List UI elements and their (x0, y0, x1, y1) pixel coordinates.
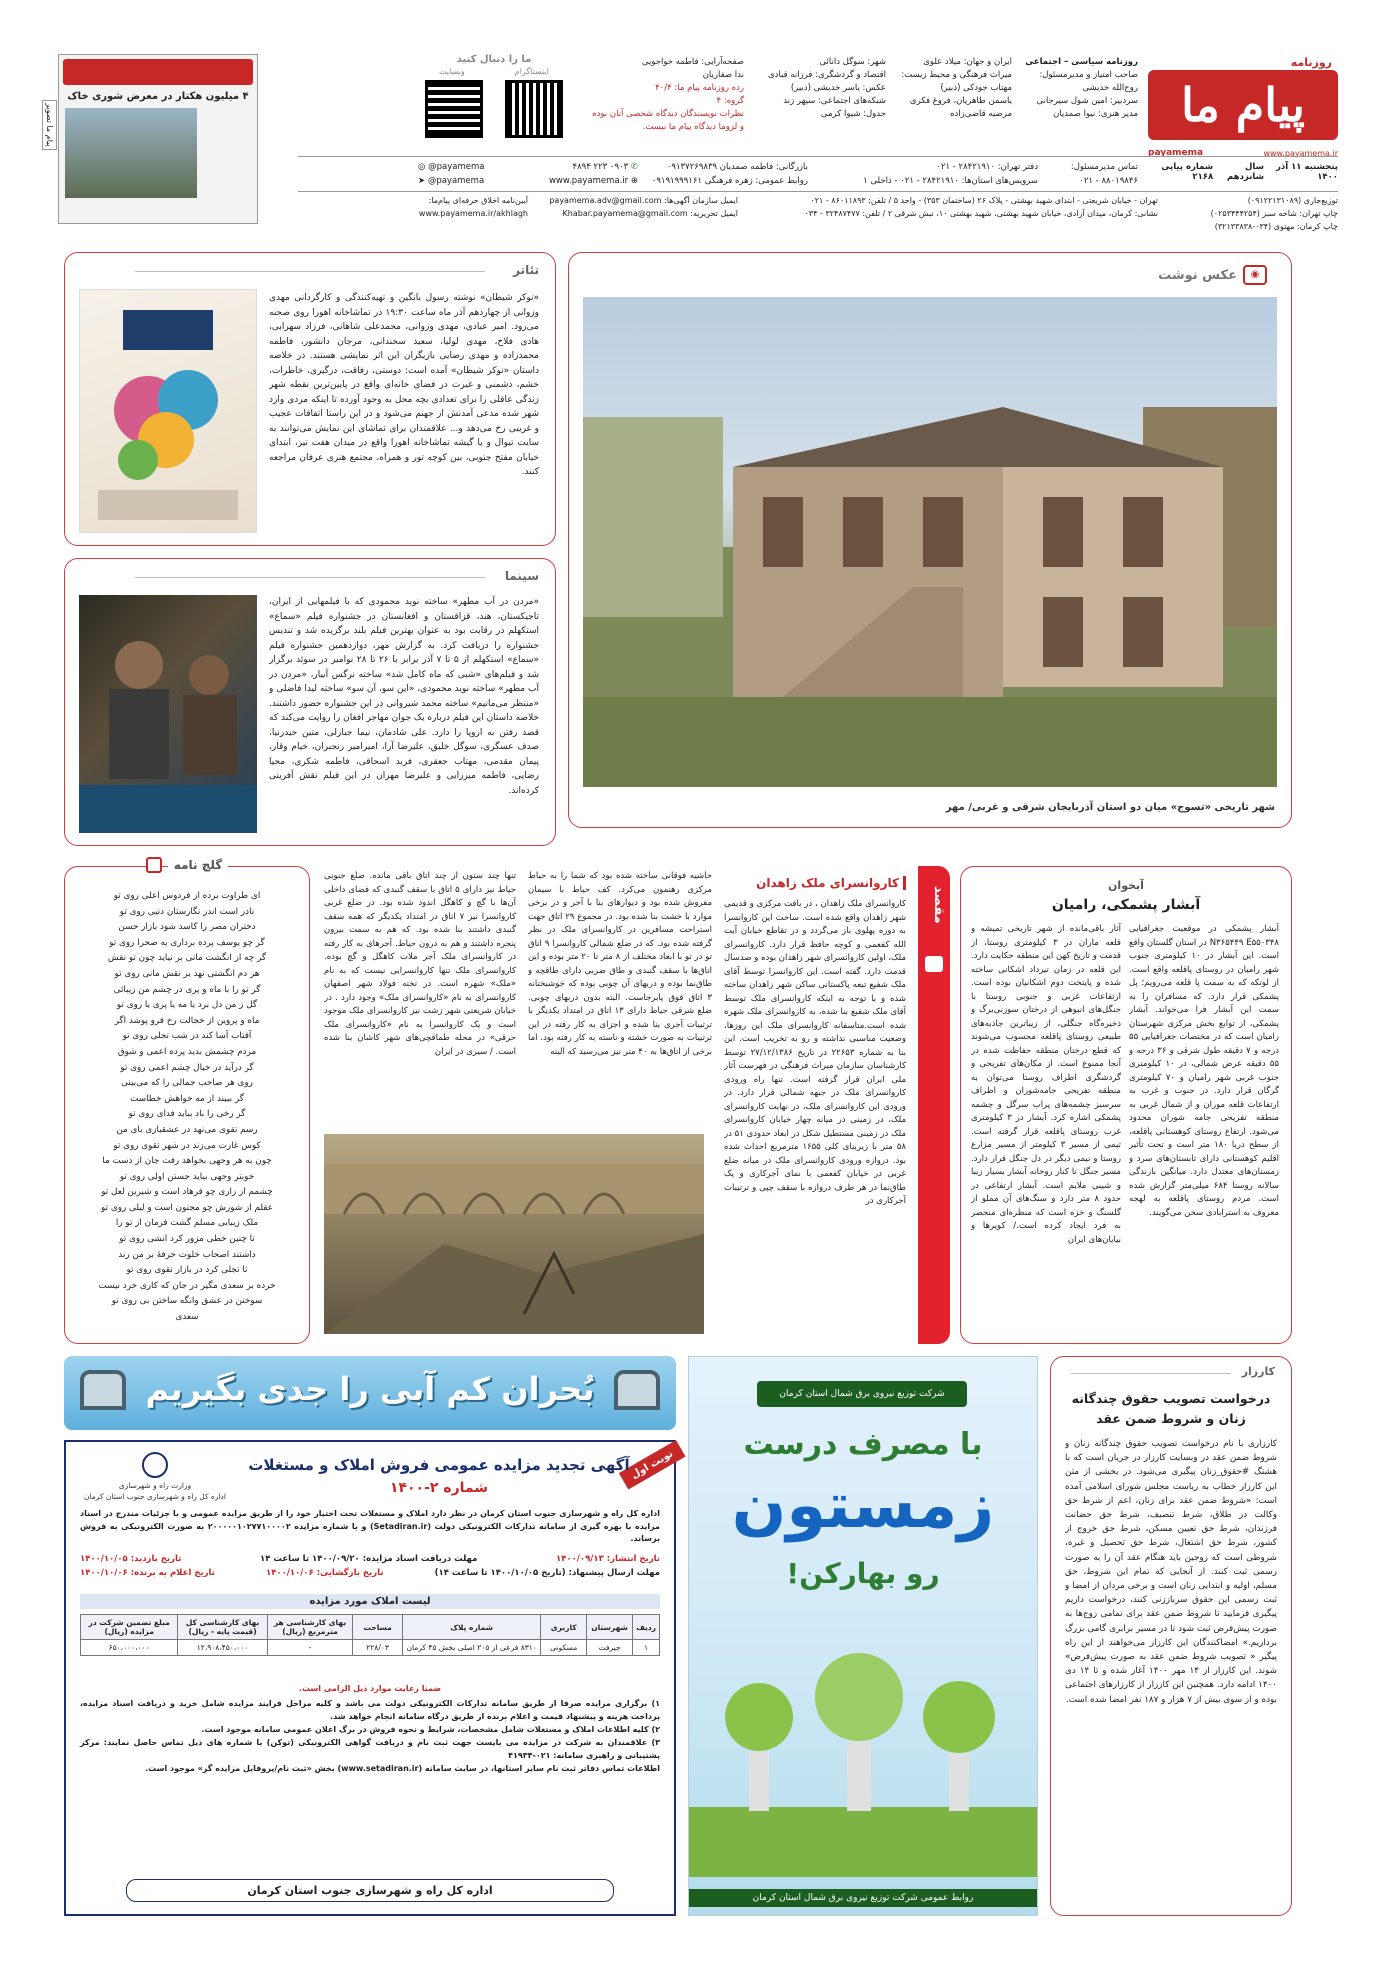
table-header: شماره پلاک (402, 1615, 540, 1640)
telegram-icon: ➤ (418, 176, 426, 186)
theater-body: «نوکر شیطان» نوشته رسول بانگین و تهیه‌کنندگی و کارگردانی مهدی وزوانی از چهاردهم آذر ماه ساعت ۱۹:۳۰ در تماشاخانه اهورا روی صحنه می‌رود. امیر عبادی، مهدی وزوانی، محمدعلی شاهانی، فرزاد سهرابی، هادی فلاح، مهدی لولیا، سعید سخندانی، مرجان دانشور، فاطمه محمدزاده و مهدی رضایی بازیگران این اثر نمایشی هستند. در خلاصه داستان «نوکر شیطان» آمده است: دوستی، رفاقت، درگیری، خاطرات، خشم، دشمنی و غیرت در فضای خانه‌ای واقع در پایین‌ترین نقطه شهر زندگی عاقلی را برای تعدادی بچه محل به وجود آورده تا اینکه مردی وارد شهر شده مدعی آمدنش از جهنم می‌شود و در این راستا اتفاقات عجیب و غریبی رخ می‌دهد و... علاقمندان برای تماشای این نمایش می‌توانند به سایت تیوال و یا گیشه تماشاخانه اهورا واقع در میدان هفت تیر، ابتدای خیابان مفتح جنوبی، بین کوچه تور و همراه، مجتمع هنری عرفان مراجعه کنند. (269, 293, 539, 477)
staff-line: شهر: سوگل دانائی (819, 57, 886, 67)
address-tehran: تهران - خیابان شریعتی - ابتدای شهید بهشتی - پلاک ۲۶ (ساختمان ۳۵۳) - واحد ۵ / تلفن: ۸۶۰۱۱۸۹۳ - ۰۲۱ (810, 196, 1158, 205)
address-kerman: نشانی: کرمان، میدان آزادی، خیابان شهید بهشتی، شهید بهشتی ۱۰، نبش شرقی ۲ / تلفن: ۳۲۴۸۷۴۷۷ - ۰۳۴ (804, 209, 1158, 218)
auction-org-emblem (80, 1452, 230, 1502)
contact-manager-phone: ۸۸۰۱۹۸۴۶ - ۰۲۱ (1079, 176, 1138, 186)
poem-line: آفتاب آسا کند در شب تجلی روی تو (122, 1031, 252, 1042)
destination-label: مقصد (931, 886, 946, 924)
table-cell: جیرفت (587, 1640, 633, 1656)
destination-tab (918, 866, 950, 1344)
table-cell: ۸۳۱۰ فرعی از ۲۰۵ اصلی بخش ۴۵ کرمان (402, 1640, 540, 1656)
staff-line: جدول: شیوا کرمی (820, 109, 886, 119)
office-services: سرویس‌های استان‌ها: ۲۸۴۲۱۹۱۰ - ۰۲۱ - داخلی ۱ (863, 176, 1038, 186)
logo-label: روزنامه (1290, 56, 1332, 69)
theater-label: تئاتر (513, 263, 539, 277)
follow-label: ما را دنبال کنید (456, 54, 532, 65)
newspaper-logo[interactable] (1148, 70, 1338, 140)
thumb-headline: ۴ میلیون هکتار در معرض شوری خاک (67, 91, 249, 102)
contact-manager-label: تماس مدیرمسئول: (1070, 162, 1138, 172)
poem-line: گر تو را با ماه و پری در چشم من زیبائی (113, 984, 261, 995)
table-row (81, 1640, 660, 1656)
poem-line: داشتند اصحاب خلوت حرفهٔ بر من رند (118, 1249, 256, 1260)
thumb-photo (65, 108, 197, 198)
staff-line: نظرات نویسندگان دیدگاه شخصی آنان بوده (592, 109, 744, 119)
email-editor[interactable]: ایمیل تحریریه: Khabar.payamema@gmail.com (562, 209, 738, 218)
labor-label: کارزار (1241, 1365, 1275, 1378)
destination-title (756, 876, 906, 890)
qr-code-icon[interactable] (425, 80, 483, 138)
table-header-row (81, 1615, 660, 1640)
photo-caption: شهر تاریخی «تسوج» میان دو استان آذربایجان شرقی و غربی/ مهر (945, 802, 1275, 813)
pr-manager-phone: ۰۹۱۹۱۹۹۹۱۶۱ (651, 176, 702, 186)
photo-tasuj[interactable] (583, 297, 1277, 787)
table-cell: ۲۲۸/۰۳ (353, 1640, 403, 1656)
staff-line: رده روزنامه پیام ما: ۴۰/۴ (655, 83, 744, 93)
labor-title: درخواست تصویب حقوق چندگانه زنان و شروط ضمن عقد (1071, 1391, 1271, 1426)
poem-line: کوس غارت می‌زند در شهر تقوی روی تو (113, 1140, 261, 1151)
staff-col-4 (584, 56, 744, 134)
table-cell: ۶۵۰،۰۰۰،۰۰۰ (81, 1640, 178, 1656)
staff-line: صاحب امتیاز و مدیرمسئول: (1039, 70, 1138, 80)
poem-line: چشمم از زاری چو فرهاد است و شیرین لعل تو (101, 1187, 273, 1198)
power-footer: روابط عمومی شرکت توزیع نیروی برق شمال استان کرمان (689, 1889, 1037, 1907)
website-link[interactable]: www.payamema.ir (548, 176, 629, 186)
poem-line: خرده بر سعدی مگیر در جان که کاری خرد نیست (98, 1280, 276, 1291)
auction-notes (80, 1682, 660, 1775)
poem-line: ماه و پروین از خجالت رخ فرو پوشد اگر (114, 1015, 260, 1026)
staff-line: سردبیر: امین شول سیرجانی (1036, 96, 1138, 106)
auction-note: ۱) برگزاری مزایده صرفا از طریق سامانه تدارکات الکترونیکی دولت می باشد و کلیه مراحل فرایند مزایده شامل خرید و دریافت اسناد مزایده، پرداخت هزینه و پیشنهاد قیمت و اعلام برنده از طریق درگاه سامانه انجام خواهد شد. (80, 1699, 660, 1721)
poem-label: گلچ نامه (168, 858, 228, 872)
auction-note-title: ضمنا رعایت موارد ذیل الزامی است. (298, 1684, 442, 1693)
staff-col-2 (894, 56, 1012, 121)
destination-col-1: کاروانسرای ملک زاهدان ، در بافت مرکزی و قدیمی شهر زاهدان واقع شده است. ساخت این کاروانسرا به دوره پهلوی باز می‌گردد و در تقاطع خیابان آیت الله کفعمی و کوچه حافظ قرار دارد. کاروانسرای ملک، اولین کاروانسرای شهر زاهدان بوده و صدسال قدمت دارد. گفته است. این کاروانسرا توسط آقای ملک شفیع تبعه پاکستانی ساکن شهر زاهدان ساخته شده و با توجه به اینکه کاروانسرای ملک توسط آقای ملک شفیع بنا شده، به کاروانسرای ملک شهره شده است.متاسفانه کاروانسرای ملک این روزها، وضعیت مناسبی نداشته و رو به تخریب است. این بنا به شماره ۲۲۶۵۳ در تاریخ ۲۷/۱۲/۱۳۸۶ توسط کارشناسان سازمان میراث فرهنگی در فهرست آثار ملی ایران قرار گرفته است. تنها راه ورودی کاروانسرای ملک در جبهه شمالی قرار دارد. در ورودی این کاروانسرای ملک، در نهایت کاروانسرای ملک، در زمینی در میانه چهار خیابان کاروانسرای ملک در زمینی مستطیل شکل در ابعاد حدودی ۵۱ در ۵۸ متر با زیربنای کلی ۱۶۵۵ مترمربع احداث شده بود. دروازه ورودی کاروانسرای ملک در میانه ضلع غربی در خیابان کفعمی با نمای آجرکاری و یک طاق‌نما در هر طرف دروازه با سقف چپی و ترتیبات آجرکاری در (724, 899, 906, 1206)
qr-code-icon[interactable] (505, 80, 563, 138)
poem-body (77, 889, 297, 1326)
poem-line: هر دم انگشتی نهد بر نقش مانی روی تو (114, 968, 260, 979)
print-line: توزیع‌جاری (۰۹۱۲۲۱۳۱۰۸۹) (1247, 196, 1338, 205)
poem-line: نادر است اندر نگارستان دنیی روی تو (119, 906, 255, 917)
travel-kicker: آبخوان (1108, 879, 1144, 892)
poem-line: گر ببیند از مه خواهش خطاست (130, 1093, 244, 1104)
staff-line: مهتاب جودکی (دبیر) (940, 83, 1012, 93)
issue-date: پنجشنبه ۱۱ آذر ۱۴۰۰ (1275, 162, 1338, 182)
table-header: کاربری (541, 1615, 587, 1640)
logo-roman: payamema (1148, 148, 1204, 158)
issue-number: شماره پیاپی ۲۱۶۸ (1161, 162, 1214, 182)
house-illustration (583, 297, 1277, 787)
table-header: شهرستان (587, 1615, 633, 1640)
pr-manager: روابط عمومی: زهره فرهنگی (704, 176, 808, 186)
staff-line: مدیر هنری: نیوا صمدیان (1053, 109, 1138, 119)
date-announce: تاریخ اعلام به برنده: ۱۴۰۰/۱۰/۰۶ (80, 1568, 215, 1578)
ethics-label: آیین‌نامه اخلاق حرفه‌ای پیام‌ما: (428, 196, 528, 205)
destination-section (318, 866, 912, 1344)
theater-poster[interactable] (79, 289, 257, 533)
whatsapp-number[interactable]: ۰۹۰۳ ۲۲۳ ۴۸۹۴ (572, 162, 629, 172)
power-line1: با مصرف درست (743, 1427, 983, 1462)
emblem-icon (142, 1452, 168, 1478)
staff-col-3 (754, 56, 886, 121)
poem-line: عقلم از شورش چو مجنون است و لیلی روی تو (101, 1202, 273, 1213)
poem-line: روی هر صاحب جمالی را که می‌بینی (121, 1078, 253, 1089)
poem-line: دختران مصر را کاسد شود بازار حسن (118, 922, 256, 933)
plant-bulbs-illustration (689, 1617, 1038, 1877)
office-tehran: دفتر تهران: ۲۸۴۲۱۹۱۰ - ۰۲۱ (936, 162, 1038, 172)
auction-dates (80, 1552, 660, 1580)
ethics-url[interactable]: www.payamema.ir/akhlagh (418, 209, 528, 218)
staff-line: و لزوما دیدگاه پیام ما نیست. (642, 122, 744, 132)
date-publish: تاریخ انتشار: ۱۴۰۰/۰۹/۱۳ (556, 1554, 660, 1564)
suitcase-icon (925, 956, 943, 972)
staff-line: شبکه‌های اجتماعی: سپهر زند (783, 96, 886, 106)
staff-line: عکس: یاسر خدیشی (دبیر) (790, 83, 886, 93)
auction-table (80, 1614, 660, 1656)
travel-title: آبشار پشمکی، رامیان (1051, 897, 1201, 913)
poem-line: گر رخی را باد بباید فدای روی تو (128, 1109, 246, 1120)
table-header: بهای کارشناسی کل (قیمت پایه - ریال) (178, 1615, 268, 1640)
instagram-handle[interactable]: @payamema (428, 162, 485, 172)
film-still-art (79, 595, 257, 833)
instagram-icon: ◎ (418, 162, 426, 172)
poem-line: مردم چشمش بدید پرده اعمی و شوق (117, 1046, 257, 1057)
staff-line: یاسمن طاهریان، فروغ فکری (909, 96, 1012, 106)
auction-org-line1: وزارت راه و شهرسازی (118, 1481, 192, 1490)
travel-section (960, 866, 1292, 1344)
staff-line: روح‌الله خدیشی (1082, 83, 1138, 93)
auction-footer: اداره کل راه و شهرسازی جنوب استان کرمان (126, 1879, 614, 1902)
photo-section (568, 252, 1292, 828)
poem-header (65, 857, 309, 873)
globe-icon: ⊕ (630, 176, 638, 186)
cinema-still[interactable] (79, 595, 257, 833)
photo-section-label (1158, 265, 1267, 285)
masthead (40, 40, 1338, 230)
date-docs: مهلت دریافت اسناد مزایده: ۱۴۰۰/۰۹/۲۰ تا ساعت ۱۴ (260, 1554, 478, 1564)
date-visit: تاریخ بازدید: ۱۴۰۰/۱۰/۰۵ (80, 1554, 182, 1564)
print-line: چاپ کرمان: مهتوی (۰۳۴-۳۲۱۳۳۸۳۸) (1214, 222, 1338, 231)
poem-line: چون به هر وجهی بخواهد رفت جان از دست ما (102, 1156, 272, 1167)
destination-title-text: کاروانسرای ملک زاهدان (756, 876, 899, 890)
telegram-handle[interactable]: @payamema (427, 176, 485, 186)
auction-ad[interactable] (64, 1440, 676, 1916)
staff-line: ایران و جهان: میلاد علوی (923, 57, 1012, 67)
cinema-section (64, 558, 556, 846)
logo-url[interactable]: www.payamema.ir (1263, 148, 1338, 158)
poem-line: تا تجلی کرد در بازار تقوی روی تو (126, 1265, 248, 1276)
auction-table-title: لیست املاک مورد مزایده (80, 1594, 660, 1609)
follow-block (414, 54, 574, 154)
cinema-body: «مردن در آب مطهر» ساخته نوید محمودی که با فیلمهایی از ایران، تاجیکستان، هند، قزاقستان و افغانستان در جشنواره فیلم «سماع» استکهلم در رقابت بود به عنوان بهترین فیلم بلند برگزیده شد و تندیس جشنواره را دریافت کرد. به گزارش مهر، دوازدهمین جشنواره فیلم «سماع» استکهلم از ۵ تا ۷ آذر برابر با ۲۶ تا ۲۸ نوامبر در سوئد برگزار شد و فیلم‌های «شبی که ماه کامل شد» ساخته نرگس آبیار، «مردن در آب مطهر» ساخته نوید محمودی، «این سو، آن سو» ساخته لیدا فاضلی و «منتظر می‌مانیم» ساخته محمد شیروانی در این جشنواره حضور داشتند. خلاصه داستان این فیلم درباره یک جوان مهاجر افغان را روایت می‌کند که قصد رفتن به اروپا را دارد. علی شادمان، نیما جبارلی، متین حیدرنیا، صدف عسگری، سوگل خلیق، علیرضا آرا، امیرامیر رنجبران، خیام وقار، پیمان مقدمی، مهتاب جعفری، فرید اسحاقی، فاطمه شکری، محیا رضایی، فاطمه میرزایی و علیرضا مهران در این فیلم نقش آفرینی کرده‌اند. (269, 597, 539, 796)
contact-row-1 (298, 156, 1338, 192)
date-offer: مهلت ارسال پیشنهاد: (تاریخ ۱۴۰۰/۱۰/۰۵ تا ساعت ۱۴) (434, 1568, 660, 1578)
table-header: مبلغ تضمین شرکت در مزایده (ریال) (81, 1615, 178, 1640)
staff-line: گروه: ۴ (716, 96, 744, 106)
ad-manager: بازرگانی: فاطمه صمدیان (719, 162, 808, 172)
table-header: ردیف (633, 1615, 660, 1640)
poem-line: گر چو یوسف پرده برداری به صحرا روی تو (109, 937, 265, 948)
email-ads[interactable]: ایمیل سازمان آگهی‌ها: payamema.adv@gmail.com (549, 196, 738, 205)
logo-text: پیام ما (1181, 78, 1305, 132)
poem-line: گر درآید در خیال چشم اعمی روی تو (120, 1062, 254, 1073)
table-cell: ۱ (633, 1640, 660, 1656)
poem-section (64, 858, 310, 1344)
poem-line: ای طراوت برده از فردوس اعلی روی تو (113, 891, 261, 901)
date-open: تاریخ بازگشایی: ۱۴۰۰/۱۰/۰۶ (266, 1568, 384, 1578)
cinema-label: سینما (504, 569, 539, 583)
staff-line: اقتصاد و گردشگری: فرزانه قبادی (768, 70, 886, 80)
poem-line: سوختن در عشق وانگه ساختن بی روی تو (111, 1296, 263, 1307)
auction-title: آگهی تجدید مزایده عمومی فروش املاک و مستغلات (248, 1456, 630, 1474)
poem-line: ملک زیبایی مسلم گشت فرمان از تو را (115, 1218, 259, 1229)
staff-line: مرضیه قاضی‌زاده (950, 109, 1012, 119)
labor-section (1050, 1356, 1292, 1916)
staff-line: ندا صفاریان (702, 70, 744, 80)
ad-manager-phone: ۰۹۱۳۷۲۶۹۸۳۹ (666, 162, 718, 172)
issue-year: سال شانزدهم (1227, 162, 1264, 182)
book-icon (146, 857, 162, 873)
table-cell: - (267, 1640, 352, 1656)
poem-line: سعدی (175, 1312, 199, 1323)
staff-line: روزنامه سیاسی – اجتماعی (1025, 57, 1138, 67)
table-header: مساحت (353, 1615, 403, 1640)
follow-site-label: وبسایت (439, 67, 465, 76)
table-header: بهای کارشناسی هر مترمربع (ریال) (267, 1615, 352, 1640)
poem-line: رسم تقوی می‌نهد در عشقبازی بای من (116, 1124, 258, 1135)
travel-body-right: آبشار پشمکی در موقعیت جغرافیایی N۳۶۵۴۴۹ E۵۵۰۳۴۸ در استان گلستان واقع است. این آبشار در ۱۰ کیلومتری جنوب شهر رامیان در روستای پاقلعه واقع است. از لوتکه که به سمت پا قلعه می‌رویم؛ پل پشمکی قرار دارد. که مسافران را به سمت این آبشار فرا می‌خواند. آبشار پشمکی، از توابع بخش مرکزی شهرستان رامیان است که در مختصات جغرافیایی ۵۵ درجه و ۷ دقیقه طول شرقی و ۳۶ درجه و ۵۵ دقیقه عرض شمالی، در ۱۰ کیلومتری جنوب غربی شهر رامیان و ۷۰ کیلومتری گرگان قرار دارد. در جنوب و غرب به ارتفاعات قلعه موران و از شمال غربی به منطقه تفریحی جامه شوران محدود می‌شود. ارتفاع روستای کوهستانی پاقلعه، از سطح دریا ۱۸۰ متر است و تحت تأثیر اقلیم کوهستانی دارای تابستان‌های سرد و زمستان‌های معتدل دارد. میانگین بارندگی سالانه روستا ۶۸۴ میلی‌متر گزارش شده است. مردم روستای پاقلعه به لهجه معروف به استرابادی سخن می‌گویند. (1129, 924, 1279, 1218)
travel-body-left: آثار باقی‌مانده از شهر تاریخی تمیشه و قلعه ماران در ۳ کیلومتری روستا، از قدمت و تاریخ کهن این منطقه حکایت دارد. این قلعه در زمان تیرداد اشکانی ساخته شده و پایتخت دوم اشکانیان بوده است. ارتفاعات غربی و جنوبی روستا با جنگل‌های انبوهی از درختان سوزنی‌برگ و ذخیره‌گاه جنگلی، از زیباترین جاذبه‌های طبیعی روستای پاقلعه محسوب می‌شوند که قطع درختان منطقه حفاظت شده در آنجا ممنوع است. از مکان‌های تفریحی و گردشگری اطراف روستا می‌توان به منطقه تفریحی جامه‌شوران و اطراف سرسبز چشمه‌های پراب سرگل و چشمه پشمکی اشاره کرد. آبشار در ۳ کیلومتری غرب روستای پاقلعه قرار گرفته است. تیمی از مسیر ۳ کیلومتر از مسیر مزارع روستا و نیمی دیگر در دل جنگل قرار دارد. مسیر جنگل تا کنار روخانه آبشار بسیار زیبا و شیبی ملایم است. آبشار ارتفاعی در حدود ۸ متر دارد و سنگ‌های آن مملو از گلسنگ و خزه است که منظره‌ای منحصر به فرد ایجاد کرده است./ کویرها و بیابان‌های ایران (971, 924, 1121, 1245)
table-cell: ۱۲،۹۰۸،۴۵۰،۰۰۰ (178, 1640, 268, 1656)
staff-line: صفحه‌آرایی: فاطمه خواجویی (641, 57, 744, 67)
auction-org-line2: اداره کل راه و شهرسازی جنوب استان کرمان (84, 1492, 226, 1501)
power-ad[interactable] (688, 1356, 1038, 1916)
water-banner-text: بُحران کم آبی را جدی بگیریم (145, 1370, 595, 1408)
section-title: عکس نوشت (1158, 267, 1237, 283)
auction-intro: اداره کل راه و شهرسازی جنوب استان کرمان در نظر دارد املاک و مستغلات تحت اختیار خود را از طریق مزایده عمومی و با جزئیات مندرج در اسناد مزایده با بهره گیری از سامانه تدارکات الکترونیکی دولت (Setadiran.ir) و با شماره مزایده ۲۰۰۰۰۰۱۰۲۷۷۱۰۰۰۰۲ به صورت الکترونیکی به فروش برساند. (80, 1509, 660, 1543)
thumb-side-label: پیام ما تصویر (42, 100, 57, 150)
ruins-art (324, 1134, 704, 1334)
table-cell: مسکونی (541, 1640, 587, 1656)
power-company: شرکت توزیع نیروی برق شمال استان کرمان (779, 1389, 945, 1399)
auction-badge: نوبت اول (619, 1440, 686, 1490)
poem-line: گر چه از انگشت مانی بر نیاید چون تو نقش (107, 953, 267, 964)
labor-body: کارزاری با نام درخواست تصویب حقوق چندگانه زنان و شروط ضمن عقد در وبسایت کارزار در جریان است که با هشتگ #حقوق_زنان پیگیری می‌شود. در بخشی از متن این کارزار خطاب به ریاست مجلس شورای اسلامی آمده است: «شروط ضمن عقد برای زنان، اعم از شرط حق وکالت در طلاق، شرط تنصیف، شرط حق حضانت فرزندان، شرط حق تعیین مسکن، شرط حق خروج از کشور، شرط حق اشتغال، شرط حق تحصیل و غیره، شروطی است که زوجین باید هنگام عقد آن را به صورت رسمی ثبت کنند. از آنجایی که تمام این شروط، حق مسلم، اولیه و ابتدایی زنان است و برخی مردان از امضا و ثبت رسمی این حقوق سرباززنی کنند، درخواست داریم پیگیری فرمایید تا شروط ضمن عقد برای تمامی زوج‌ها به صورت پیش‌فرض ثبت شود تا در مسیر برابری گامی بزرگ برداریم.» امضاکنندگان این کارزار می‌خواهند از این راه پیگیر « تصویب شروط ضمن عقد به صورت پیش‌فرض» شوند. این کارزار از ۱۴ مهر ۱۴۰۰ آغاز شده و تا ۱۴ دی ۱۴۰۰ ادامه دارد. همچنین این کارزار از کارزارهای اجتماعی بوده و از سوی بیش از ۷ هزار و ۱۸۷ نفر امضا شده است. (1065, 1439, 1277, 1705)
theater-section (64, 252, 556, 546)
print-line: چاپ تهران: شاخه سبز (۰۲۵۳۴۴۴۲۵۴) (1210, 209, 1338, 218)
contact-row-2 (260, 194, 1338, 231)
poster-art (79, 290, 256, 533)
auction-note: ۳) علاقمندان به شرکت در مزایده می بایست جهت ثبت نام و دریافت گواهی الکترونیکی (توکن) با شماره های ذیل تماس حاصل نمایند: مرکز پشتیبانی و راهبری سامانه: ۰۲۱-۴۱۹۳۴ (80, 1738, 660, 1760)
front-page-thumb[interactable] (58, 54, 258, 224)
power-line3: رو بهارکن! (786, 1557, 940, 1590)
caravanserai-photo[interactable] (324, 1134, 704, 1334)
power-company-badge (757, 1381, 967, 1407)
staff-col-1 (1020, 56, 1138, 121)
whatsapp-icon: ✆ (630, 162, 638, 172)
follow-instagram-label: اینستاگرام (514, 67, 549, 76)
camera-icon: ◉ (1243, 265, 1267, 285)
auction-note: ۲) کلیه اطلاعات املاک و مستغلات شامل مشخصات، شرایط و نحوه فروش در برگ اعلان عمومی سامانه موجود است. (201, 1725, 660, 1734)
water-banner[interactable] (64, 1356, 676, 1430)
auction-note: اطلاعات تماس دفاتر ثبت نام سایر استانها، در سایت سامانه (www.setadiran.ir) بخش «ثبت نام/پروفایل مزایده گر» موجود است. (145, 1764, 660, 1773)
poem-line: تا چنین خطی مزور کرد انشی روی تو (119, 1234, 255, 1245)
destination-col-3: تنها چند ستون از چند اتاق باقی مانده. ضلع جنوبی حیاط نیز دارای ۵ اتاق با سقف گنبدی که فضای داخلی آن‌ها با گچ و کاهگل اندود شده بود. در ضلع غربی کاروانسرا نیز ۷ اتاق در امتداد یکدیگر که همه سقف گنبدی داشتند بنا شده بود. که هم به سمت بیرون پنجره داشتند و هم به درون حیاط. آجرهای به کار رفته در کاروانسرای ملک آجر ملات کاهگل و گچ بوده. کاروانسرای ملک تنها کاروانسرایی نیست که به نام «ملک» شهره است. در تخته فولاد شهر اصفهان کاروانسرای به نام «کاروانسرای ملک» وجود دارد . در خیابان شریعتی شهر زشت نیز کاروانسرای ملک موجود است و یک کاروانسرا به نام «کاروانسرای ملک حرقی» در محله طماقچی‌های شهر کاشان بنا شده است. / سیری در ایران (324, 871, 516, 1057)
auction-number: شماره ۲-۱۴۰۰ (389, 1480, 489, 1496)
staff-line: میراث فرهنگی و محیط زیست: (901, 70, 1012, 80)
poem-line: خوبتر وجهی بباید جستن اولی روی تو (119, 1171, 255, 1182)
destination-col-2: حاشیه فوقانی ساخته شده بود که شما را به حیاط مرکزی رهنمون می‌کرد. کف حیاط با سیمان مفروش شده بود و دیوارهای بنا با آجر و در برخی موارد با خشت بنا شده بود. در مجموع ۲۹ اتاق جهت استراحت مسافرین در کاروانسرای ملک در نظر گرفته شده بود. که در ضلع شمالی کاروانسرا ۹ اتاق تو در تو با ابعاد مختلف از ۸ متر تا ۲۰ متر بوده و این اتاق‌ها با سقف گنبدی و طاق ضربی دارای طاقچه و طاق‌نما بوده و دربهای آن چوبی بوده که خوشبختانه ۳ اتاق فوق پابرجاست. البته بدون دربهای چوبی. ضلع شرقی حیاط دارای ۱۳ اتاق در امتداد یکدیگر با ترتیبات آجری بنا شده و اجزای به کار رفته در این ترتیبات به صورت خشته و ناسته به کار رفته بود. اما برخی از اتاق‌ها به ۴۰ متر نیز می‌رسید که البته (528, 871, 712, 1057)
poem-line: گل ز من دل برد یا مه یا پری یا روی تو (116, 1000, 258, 1011)
power-line2: زمستون (731, 1469, 995, 1543)
